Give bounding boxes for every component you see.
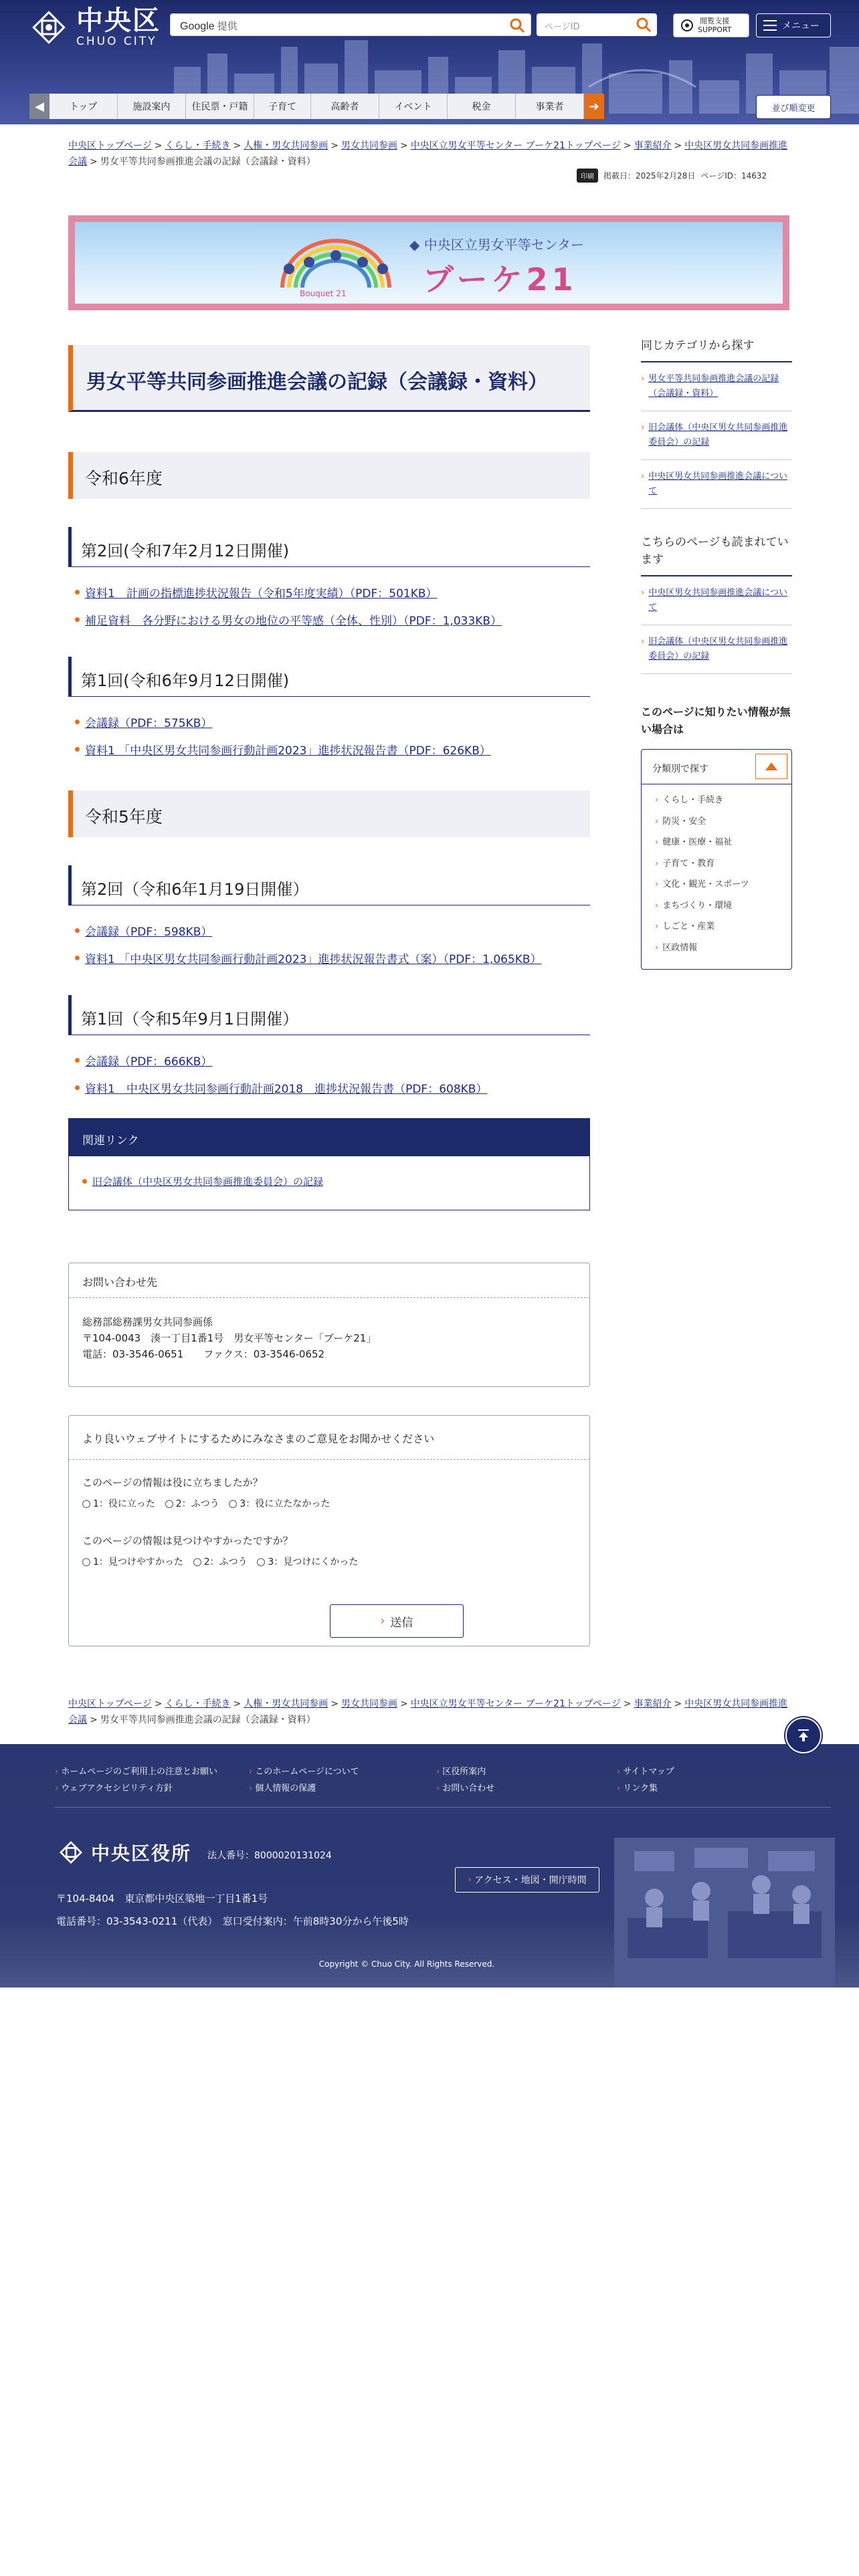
phone-line: 電話番号：03-3543-0211（代表） 窓口受付案内：午前8時30分から午後5時 bbox=[56, 1915, 409, 1927]
menu-button[interactable] bbox=[756, 13, 831, 37]
hamburger-icon bbox=[763, 20, 777, 31]
accessibility-support-button[interactable] bbox=[673, 13, 749, 37]
bouquet21-banner[interactable] bbox=[68, 215, 789, 310]
footer-link[interactable]: サイトマップ bbox=[623, 1767, 674, 1777]
logo-subtitle: CHUO CITY bbox=[76, 35, 157, 48]
nav-item-events[interactable]: イベント bbox=[379, 94, 448, 119]
list-item bbox=[75, 584, 438, 601]
year-heading-label: 令和5年度 bbox=[85, 807, 163, 827]
print-button[interactable]: 印刷 bbox=[577, 169, 598, 183]
radio-option[interactable]: 1：見つけやすかった bbox=[82, 1554, 183, 1570]
page-id-placeholder: ページID bbox=[545, 22, 580, 32]
contact-department: 総務部総務課男女共同参画係 bbox=[82, 1316, 213, 1328]
page-id-value: ページID：14632 bbox=[700, 171, 767, 181]
category-header bbox=[642, 750, 791, 784]
page-id-search-icon[interactable] bbox=[636, 17, 652, 33]
meeting-heading bbox=[68, 657, 590, 697]
sidebar-item: › 男女平等共同参画推進会議の記録（会議録・資料） bbox=[641, 362, 792, 411]
sidebar-find bbox=[641, 704, 792, 738]
list-item bbox=[82, 1174, 323, 1188]
menu-label: メニュー bbox=[782, 21, 820, 31]
sidebar-item: › 旧会議体（中央区男女共同参画推進委員会）の記録 bbox=[641, 411, 792, 460]
nav-item-tax[interactable]: 税金 bbox=[448, 94, 516, 119]
category-item[interactable]: › くらし・手続き bbox=[655, 795, 724, 805]
year-heading-label: 令和6年度 bbox=[85, 469, 163, 488]
category-item[interactable]: › 文化・観光・スポーツ bbox=[655, 879, 749, 889]
triangle-up-icon bbox=[765, 762, 777, 770]
radio-option[interactable]: 3：役に立たなかった bbox=[229, 1496, 330, 1512]
pdf-link[interactable]: 会議録（PDF：598KB） bbox=[85, 926, 213, 939]
breadcrumb: 中央区トップページ > くらし・手続き > 人権・男女共同参画 > 男女共同参画 > 中央区立男女平等センター ブーケ21トップページ > 事業紹介 > 中央区男女共同参画推進会議 > 男女平等共同参画推進会議の記録（会議録・資料） bbox=[68, 140, 788, 167]
sidebar-link[interactable]: 旧会議体（中央区男女共同参画推進委員会）の記録 bbox=[648, 423, 788, 447]
meeting-heading bbox=[68, 995, 590, 1035]
breadcrumb-link[interactable]: くらし・手続き bbox=[165, 140, 231, 151]
nav-prev-arrow-icon[interactable]: ◀ bbox=[29, 94, 50, 119]
contact-phone: 電話：03-3546-0651 ファクス：03-3546-0652 bbox=[82, 1348, 325, 1360]
list-item bbox=[75, 1052, 212, 1069]
nav-item-facilities[interactable]: 施設案内 bbox=[118, 94, 186, 119]
breadcrumb-link[interactable]: 中央区男女共同参画推進会議 bbox=[68, 140, 788, 167]
category-item[interactable]: › 健康・医療・福祉 bbox=[655, 837, 733, 847]
survey-options-2 bbox=[69, 1554, 589, 1571]
category-item[interactable]: › 区政情報 bbox=[655, 942, 698, 953]
breadcrumb-link[interactable]: 人権・男女共同参画 bbox=[244, 1699, 328, 1709]
radio-option[interactable]: 3：見つけにくかった bbox=[257, 1554, 358, 1570]
sidebar-same-category bbox=[641, 337, 792, 509]
meeting-heading-label: 第2回(令和7年2月12日開催) bbox=[81, 542, 290, 560]
nav-item-top[interactable]: トップ bbox=[50, 94, 118, 119]
category-item[interactable]: › 子育て・教育 bbox=[655, 858, 715, 869]
pdf-link[interactable]: 会議録（PDF：575KB） bbox=[85, 717, 213, 730]
page-title-box bbox=[68, 345, 590, 412]
footer-links: › ホームページのご利用上の注意とお願い › このホームページについて › 区役所案内 › サイトマップ › ウェブアクセシビリティ方針 › 個人情報の保護 › お問い合わせ › リンク集 bbox=[55, 1767, 674, 1794]
meeting-heading-label: 第1回（令和5年9月1日開催） bbox=[81, 1010, 299, 1029]
meeting-heading bbox=[68, 865, 590, 905]
nav-item-business[interactable]: 事業者 bbox=[516, 94, 584, 119]
collapse-toggle-button[interactable] bbox=[755, 754, 787, 779]
pdf-link[interactable]: 資料1 「中央区男女共同参画行動計画2023」進捗状況報告書式（案）（PDF：1,065KB） bbox=[85, 953, 542, 966]
radio-option[interactable]: 2：ふつう bbox=[193, 1554, 248, 1570]
google-label: Google 提供 bbox=[180, 21, 237, 32]
category-item[interactable]: › まちづくり・環境 bbox=[655, 900, 733, 911]
breadcrumb-link[interactable]: 中央区立男女平等センター ブーケ21トップページ bbox=[410, 140, 621, 151]
banner-title: ブーケ21 bbox=[423, 261, 577, 298]
list-item bbox=[75, 1079, 487, 1096]
access-map-button[interactable]: › アクセス・地図・開庁時間 bbox=[455, 1867, 599, 1893]
site-footer bbox=[0, 1744, 859, 1988]
list-item bbox=[75, 950, 542, 966]
category-item[interactable]: › 防災・安全 bbox=[655, 816, 706, 827]
pdf-link[interactable]: 資料1 「中央区男女共同参画行動計画2023」進捗状況報告書（PDF：626KB） bbox=[85, 744, 491, 758]
survey-title: より良いウェブサイトにするためにみなさまのご意見をお聞かせください bbox=[69, 1416, 589, 1460]
arrow-up-icon bbox=[795, 1727, 812, 1743]
sidebar-item: › 中央区男女共同参画推進会議について bbox=[641, 576, 792, 625]
rainbow-illustration-icon bbox=[276, 235, 396, 289]
sidebar-link[interactable]: 男女平等共同参画推進会議の記録（会議録・資料） bbox=[648, 374, 779, 399]
feedback-survey bbox=[68, 1415, 590, 1646]
nav-next-arrow-icon[interactable]: ➔ bbox=[584, 94, 604, 119]
meeting-heading-label: 第1回(令和6年9月12日開催) bbox=[81, 671, 290, 690]
pdf-link[interactable]: 資料1 計画の指標進捗状況報告（令和5年度実績）（PDF：501KB） bbox=[85, 587, 438, 601]
footer-link[interactable]: リンク集 bbox=[623, 1784, 658, 1794]
breadcrumb-current: 男女平等共同参画推進会議の記録（会議録・資料） bbox=[100, 1715, 316, 1725]
sidebar-item: › 旧会議体（中央区男女共同参画推進委員会）の記録 bbox=[641, 625, 792, 674]
pdf-link[interactable]: 資料1 中央区男女共同参画行動計画2018 進捗状況報告書（PDF：608KB） bbox=[85, 1083, 488, 1096]
office-address bbox=[56, 1887, 409, 1933]
radio-option[interactable]: 1：役に立った bbox=[82, 1496, 155, 1512]
breadcrumb-link[interactable]: 中央区立男女平等センター ブーケ21トップページ bbox=[410, 1699, 621, 1709]
related-links-title: 関連リンク bbox=[69, 1119, 589, 1156]
nav-item-elderly[interactable]: 高齢者 bbox=[311, 94, 379, 119]
breadcrumb-link[interactable]: 事業紹介 bbox=[634, 140, 672, 151]
meeting-heading bbox=[68, 527, 590, 567]
meeting-heading-label: 第2回（令和6年1月19日開催） bbox=[81, 880, 309, 899]
page-meta bbox=[577, 169, 767, 183]
site-header bbox=[0, 0, 859, 124]
list-item bbox=[75, 741, 491, 758]
sidebar-link[interactable]: 中央区男女共同参画推進会議について bbox=[648, 471, 787, 496]
year-heading bbox=[68, 790, 590, 837]
list-item bbox=[75, 714, 212, 730]
category-header-label: 分類別で探す bbox=[652, 764, 708, 774]
survey-question-1: このページの情報は役に立ちましたか？ bbox=[82, 1477, 263, 1489]
global-nav bbox=[29, 94, 604, 119]
submit-button[interactable]: › 送信 bbox=[330, 1604, 464, 1638]
site-logo[interactable] bbox=[27, 5, 161, 49]
banner-bouquet-label: Bouquet 21 bbox=[300, 289, 347, 298]
footer-link[interactable]: 区役所案内 bbox=[442, 1767, 486, 1777]
breadcrumb-link[interactable]: 中央区男女共同参画推進会議 bbox=[68, 1699, 788, 1725]
breadcrumb-link[interactable]: 男女共同参画 bbox=[341, 140, 397, 151]
sidebar-heading: このページに知りたい情報が無い場合は bbox=[641, 706, 791, 736]
page-id-input[interactable] bbox=[537, 13, 657, 36]
radio-option[interactable]: 2：ふつう bbox=[165, 1496, 219, 1512]
footer-logo bbox=[56, 1838, 191, 1867]
chuo-emblem-icon bbox=[27, 5, 71, 49]
logo-title: 中央区 bbox=[76, 5, 161, 36]
banner-subtitle: ◆ 中央区立男女平等センター bbox=[409, 237, 584, 253]
chuo-emblem-icon bbox=[56, 1838, 86, 1867]
survey-question-2: このページの情報は見つけやすかったですか？ bbox=[82, 1535, 293, 1547]
nav-item-registry[interactable]: 住民票・戸籍 bbox=[186, 94, 254, 119]
survey-options-1 bbox=[69, 1496, 589, 1513]
sidebar-heading: 同じカテゴリから探す bbox=[641, 339, 755, 352]
support-label-en: SUPPORT bbox=[698, 25, 732, 34]
sidebar-also-read bbox=[641, 534, 792, 674]
corporate-number: 法人番号：8000020131024 bbox=[207, 1850, 332, 1861]
list-item bbox=[75, 611, 502, 628]
search-icon[interactable] bbox=[509, 17, 525, 33]
copyright: Copyright © Chuo City. All Rights Reserved. bbox=[318, 1959, 495, 1969]
sidebar-heading: こちらのページも読まれています bbox=[641, 536, 789, 566]
pdf-link[interactable]: 補足資料 各分野における男女の地位の平等感（全体、性別）（PDF：1,033KB） bbox=[85, 615, 502, 628]
contact-box bbox=[68, 1263, 590, 1387]
gear-icon bbox=[679, 17, 695, 33]
footer-link[interactable]: お問い合わせ bbox=[442, 1784, 495, 1794]
footer-link[interactable]: ホームページのご利用上の注意とお願い bbox=[61, 1767, 217, 1777]
address-line: 〒104-8404 東京都中央区築地一丁目1番1号 bbox=[56, 1893, 268, 1905]
breadcrumb-bottom: 中央区トップページ > くらし・手続き > 人権・男女共同参画 > 男女共同参画 > 中央区立男女平等センター ブーケ21トップページ > 事業紹介 > 中央区男女共同参画推進会議 > 男女平等共同参画推進会議の記録（会議録・資料） bbox=[68, 1699, 788, 1725]
footer-link[interactable]: このホームページについて bbox=[255, 1767, 359, 1777]
breadcrumb-link[interactable]: 中央区トップページ bbox=[68, 140, 152, 151]
published-date: 掲載日：2025年2月28日 bbox=[603, 171, 696, 181]
footer-link[interactable]: ウェブアクセシビリティ方針 bbox=[61, 1784, 173, 1794]
list-item bbox=[75, 922, 212, 939]
breadcrumb-link[interactable]: くらし・手続き bbox=[165, 1699, 231, 1709]
page-title: 男女平等共同参画推進会議の記録（会議録・資料） bbox=[86, 370, 548, 394]
site-search-input[interactable] bbox=[170, 13, 531, 36]
category-item[interactable]: › しごと・産業 bbox=[655, 922, 715, 932]
nav-item-childcare[interactable]: 子育て bbox=[254, 94, 311, 119]
year-heading bbox=[68, 452, 590, 499]
support-label: 閲覧支援 bbox=[700, 17, 730, 25]
breadcrumb-link[interactable]: 中央区トップページ bbox=[68, 1699, 152, 1709]
sort-order-button[interactable]: 並び順変更 bbox=[756, 95, 831, 119]
sidebar-link[interactable]: 中央区男女共同参画推進会議について bbox=[648, 588, 787, 613]
related-link[interactable]: 旧会議体（中央区男女共同参画推進委員会）の記録 bbox=[92, 1176, 324, 1188]
breadcrumb-link[interactable]: 事業紹介 bbox=[634, 1699, 672, 1709]
breadcrumb-link[interactable]: 男女共同参画 bbox=[341, 1699, 397, 1709]
contact-address: 〒104-0043 湊一丁目1番1号 男女平等センター「ブーケ21」 bbox=[82, 1332, 377, 1344]
contact-title: お問い合わせ先 bbox=[69, 1263, 589, 1298]
footer-link[interactable]: 個人情報の保護 bbox=[255, 1784, 316, 1794]
related-links-box bbox=[68, 1118, 590, 1210]
pdf-link[interactable]: 会議録（PDF：666KB） bbox=[85, 1055, 213, 1069]
sidebar-item: › 中央区男女共同参画推進会議について bbox=[641, 460, 792, 509]
breadcrumb-link[interactable]: 人権・男女共同参画 bbox=[244, 140, 328, 151]
office-name: 中央区役所 bbox=[91, 1842, 192, 1864]
back-to-top-button[interactable] bbox=[785, 1717, 822, 1753]
category-browser bbox=[641, 749, 792, 970]
breadcrumb-current: 男女平等共同参画推進会議の記録（会議録・資料） bbox=[100, 156, 316, 167]
sidebar-link[interactable]: 旧会議体（中央区男女共同参画推進委員会）の記録 bbox=[648, 637, 788, 661]
